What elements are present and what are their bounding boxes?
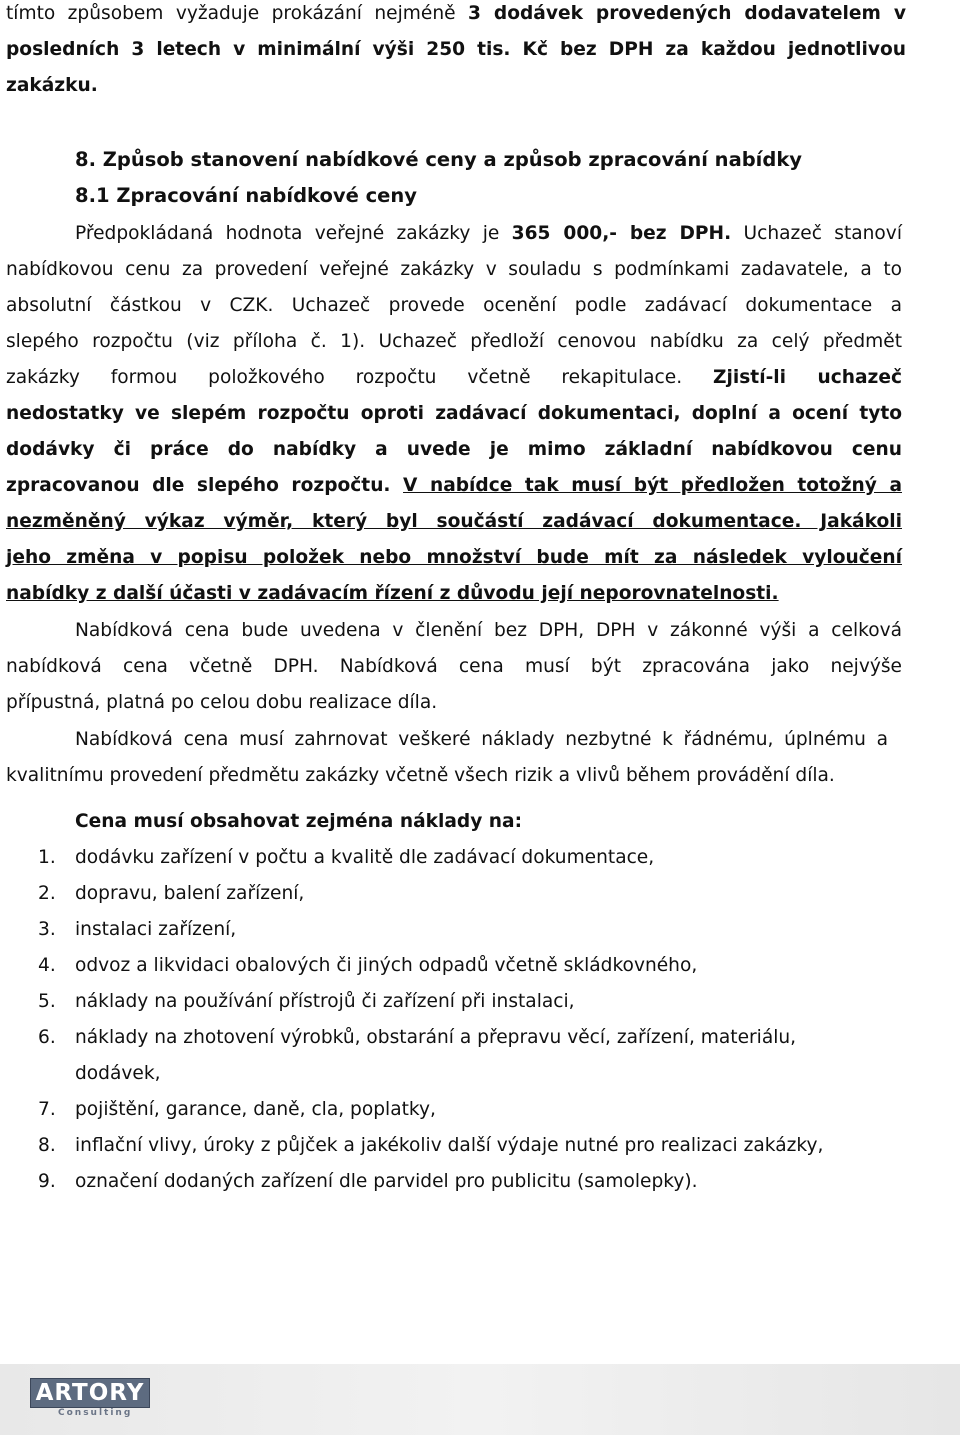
list-item: 9. označení dodaných zařízení dle parvidel pro publicitu (samolepky).	[38, 1171, 698, 1192]
vat-paragraph	[6, 613, 902, 721]
pricing-line-2: nabídkovou cenu za provedení veřejné zakázky v souladu s podmínkami zadavatele, a to	[6, 259, 902, 280]
pricing-line-10: jeho změna v popisu položek nebo množství bude mít za následek vyloučení	[6, 547, 902, 568]
pricing-line-3: absolutní částkou v CZK. Uchazeč provede ocenění podle zadávací dokumentace a	[6, 295, 902, 316]
costs-list-heading: Cena musí obsahovat zejména náklady na:	[75, 811, 523, 832]
intro-line-3: zakázku.	[6, 75, 98, 96]
costs-intro-paragraph	[6, 722, 888, 794]
vat-line-1: Nabídková cena bude uvedena v členění bez DPH, DPH v zákonné výši a celková	[75, 620, 902, 641]
pricing-line-1: Předpokládaná hodnota veřejné zakázky je 365 000,- bez DPH. Uchazeč stanoví	[75, 223, 902, 244]
list-item-continuation: dodávek,	[75, 1063, 161, 1084]
artory-logo	[30, 1378, 152, 1422]
intro-paragraph	[6, 0, 906, 104]
vat-line-2: nabídková cena včetně DPH. Nabídková cena musí být zpracována jako nejvýše	[6, 656, 902, 677]
list-item: 8. inflační vlivy, úroky z půjček a jakékoliv další výdaje nutné pro realizaci zakázky,	[38, 1135, 824, 1156]
pricing-line-9: nezměněný výkaz výměr, který byl součástí zadávací dokumentace. Jakákoli	[6, 511, 902, 532]
logo-wordmark: ARTORY	[30, 1378, 150, 1408]
list-item: 2. dopravu, balení zařízení,	[38, 883, 305, 904]
list-item: 5. náklady na používání přístrojů či zařízení při instalaci,	[38, 991, 575, 1012]
costs-intro-line-2: kvalitnímu provedení předmětu zakázky včetně všech rizik a vlivů během provádění díla.	[6, 765, 835, 786]
costs-list	[0, 840, 920, 1200]
costs-intro-line-1: Nabídková cena musí zahrnovat veškeré náklady nezbytné k řádnému, úplnému a	[75, 729, 888, 750]
pricing-line-11: nabídky z další účasti v zadávacím řízení z důvodu její neporovnatelnosti.	[6, 583, 779, 604]
pricing-paragraph	[6, 216, 902, 612]
section-heading: 8. Způsob stanovení nabídkové ceny a způsob zpracování nabídky	[75, 148, 803, 171]
list-item: 6. náklady na zhotovení výrobků, obstarání a přepravu věcí, zařízení, materiálu,	[38, 1027, 797, 1048]
list-item: 4. odvoz a likvidaci obalových či jiných odpadů včetně skládkovného,	[38, 955, 698, 976]
vat-line-3: přípustná, platná po celou dobu realizace díla.	[6, 692, 438, 713]
pricing-line-7: dodávky či práce do nabídky a uvede je mimo základní nabídkovou cenu	[6, 439, 902, 460]
pricing-line-8: zpracovanou dle slepého rozpočtu. V nabídce tak musí být předložen totožný a	[6, 475, 902, 496]
intro-line-2: posledních 3 letech v minimální výši 250 tis. Kč bez DPH za každou jednotlivou	[6, 39, 906, 60]
list-item: 7. pojištění, garance, daně, cla, poplatky,	[38, 1099, 436, 1120]
subsection-heading: 8.1 Zpracování nabídkové ceny	[75, 184, 417, 207]
list-item: 1. dodávku zařízení v počtu a kvalitě dle zadávací dokumentace,	[38, 847, 655, 868]
pricing-line-6: nedostatky ve slepém rozpočtu oproti zadávací dokumentaci, doplní a ocení tyto	[6, 403, 902, 424]
intro-line-1: tímto způsobem vyžaduje prokázání nejméně 3 dodávek provedených dodavatelem v	[6, 3, 906, 24]
list-item: 3. instalaci zařízení,	[38, 919, 237, 940]
pricing-line-4: slepého rozpočtu (viz příloha č. 1). Uchazeč předloží cenovou nabídku za celý předmět	[6, 331, 902, 352]
logo-tagline: Consulting	[58, 1408, 133, 1418]
pricing-line-5: zakázky formou položkového rozpočtu včetně rekapitulace. Zjistí-li uchazeč	[6, 367, 902, 388]
